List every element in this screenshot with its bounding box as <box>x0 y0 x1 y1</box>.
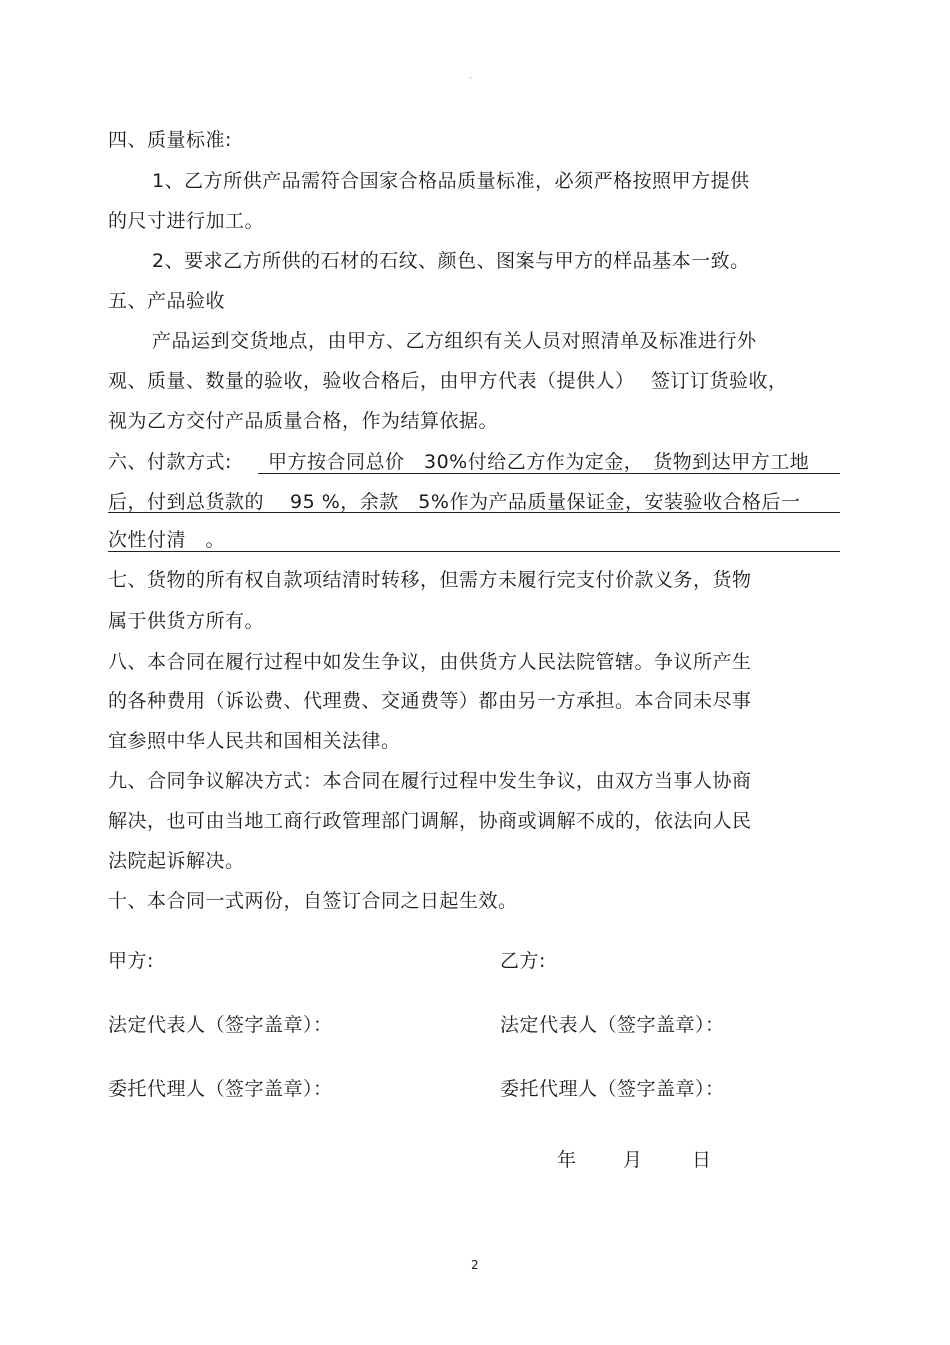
party-b-label: 乙方: <box>500 950 546 972</box>
legal-rep-a: 法定代表人（签字盖章）： <box>108 1014 333 1036</box>
agent-b: 委托代理人（签字盖章）： <box>500 1078 725 1100</box>
date-year: 年 <box>557 1149 577 1171</box>
section4-title: 四、质量标准: <box>108 129 232 151</box>
section6-line3: 次性付清 。 <box>108 529 226 551</box>
section10: 十、本合同一式两份，自签订合同之日起生效。 <box>108 890 518 912</box>
underline-3 <box>108 551 840 552</box>
party-a-label: 甲方: <box>108 950 154 972</box>
section4-item2: 2、要求乙方所供的石材的石纹、颜色、图案与甲方的样品基本一致。 <box>152 250 750 272</box>
section5-line1: 产品运到交货地点，由甲方、乙方组织有关人员对照清单及标准进行外 <box>152 330 757 352</box>
section6-label: 六、付款方式: <box>108 451 232 473</box>
section8-line1: 八、本合同在履行过程中如发生争议，由供货方人民法院管辖。争议所产生 <box>108 651 752 673</box>
legal-rep-b: 法定代表人（签字盖章）： <box>500 1014 725 1036</box>
section5-title: 五、产品验收 <box>108 290 226 312</box>
date-month: 月 <box>623 1149 643 1171</box>
section8-line3: 宜参照中华人民共和国相关法律。 <box>108 730 401 752</box>
section6-line2: 后，付到总货款的 95 %，余款 5%作为产品质量保证金，安装验收合格后一 <box>108 491 801 513</box>
header-mark: 。 <box>469 71 477 80</box>
section9-line2: 解决，也可由当地工商行政管理部门调解，协商或调解不成的，依法向人民 <box>108 810 752 832</box>
underline-2 <box>108 512 840 513</box>
underline-1 <box>258 473 840 474</box>
section5-line2: 观、质量、数量的验收，验收合格后，由甲方代表（提供人） 签订订货验收， <box>108 370 788 392</box>
section7-line1: 七、货物的所有权自款项结清时转移，但需方未履行完支付价款义务，货物 <box>108 569 752 591</box>
section4-item1-line2: 的尺寸进行加工。 <box>108 210 265 232</box>
date-day: 日 <box>692 1149 712 1171</box>
section7-line2: 属于供货方所有。 <box>108 610 265 632</box>
section9-line3: 法院起诉解决。 <box>108 850 245 872</box>
section5-line3: 视为乙方交付产品质量合格，作为结算依据。 <box>108 410 499 432</box>
page-number: 2 <box>471 1258 479 1272</box>
section6-line1: 甲方按合同总价 30%付给乙方作为定金， 货物到达甲方工地 <box>268 451 810 473</box>
section9-line1: 九、合同争议解决方式：本合同在履行过程中发生争议，由双方当事人协商 <box>108 770 752 792</box>
section4-item1-line1: 1、乙方所供产品需符合国家合格品质量标准，必须严格按照甲方提供 <box>152 170 750 192</box>
section8-line2: 的各种费用（诉讼费、代理费、交通费等）都由另一方承担。本合同未尽事 <box>108 690 752 712</box>
agent-a: 委托代理人（签字盖章）： <box>108 1078 333 1100</box>
